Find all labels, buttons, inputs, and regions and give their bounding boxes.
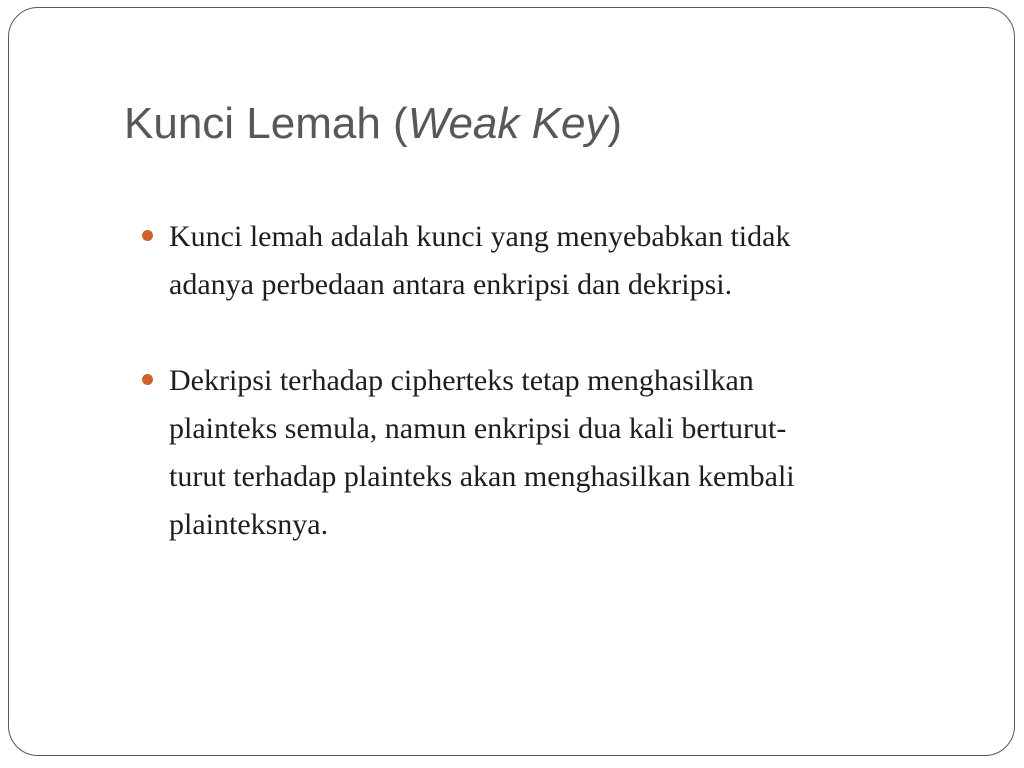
bullet-list (142, 213, 942, 549)
bullet-item (142, 357, 942, 549)
bullet-dot-icon (142, 230, 153, 241)
slide-frame (8, 7, 1015, 756)
bullet-line: Kunci lemah adalah kunci yang menyebabkan tidak (169, 220, 791, 253)
bullet-line: turut terhadap plainteks akan menghasilkan kembali (169, 460, 795, 493)
bullet-line: plainteks semula, namun enkripsi dua kali berturut- (169, 412, 787, 445)
bullet-dot-icon (142, 374, 153, 385)
title-italic: Weak Key (407, 99, 608, 148)
slide-title (124, 94, 622, 154)
title-suffix: ) (607, 99, 623, 148)
bullet-item (142, 213, 942, 309)
title-prefix: Kunci Lemah ( (124, 99, 408, 148)
bullet-line: Dekripsi terhadap cipherteks tetap menghasilkan (169, 364, 754, 397)
bullet-line: adanya perbedaan antara enkripsi dan dekripsi. (169, 268, 733, 301)
bullet-line: plainteksnya. (169, 508, 329, 541)
